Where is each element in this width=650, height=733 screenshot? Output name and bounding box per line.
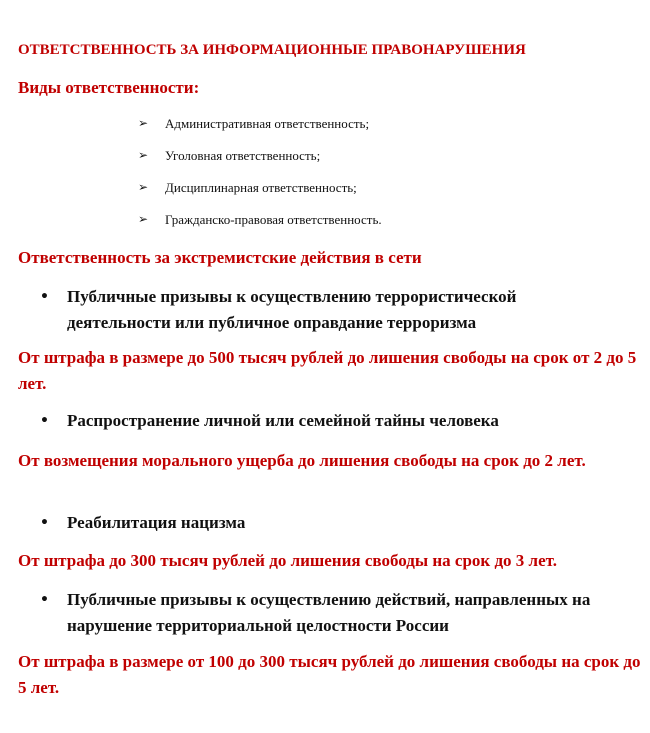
arrow-bullet-icon: ➢ <box>138 148 149 162</box>
list-item <box>138 116 382 148</box>
list-item-text: Гражданско-правовая ответственность. <box>165 212 382 227</box>
offense-item <box>40 408 640 434</box>
round-bullet-icon: • <box>40 592 49 608</box>
list-item-text: Уголовная ответственность; <box>165 148 321 163</box>
offense-text: Публичные призывы к осуществлению террористической деятельности или публичное оправдание терроризма <box>67 287 517 332</box>
offense-text: Публичные призывы к осуществлению действий, направленных на нарушение территориальной целостности России <box>67 590 591 635</box>
offense-text: Распространение личной или семейной тайны человека <box>67 411 499 430</box>
offense-text: Реабилитация нацизма <box>67 513 246 532</box>
list-item <box>138 180 382 212</box>
extremism-heading: Ответственность за экстремистские действия в сети <box>18 248 422 267</box>
list-item-text: Административная ответственность; <box>165 116 370 131</box>
responsibility-types-list <box>138 116 382 244</box>
round-bullet-icon: • <box>40 413 49 429</box>
arrow-bullet-icon: ➢ <box>138 180 149 194</box>
penalty-text: От штрафа до 300 тысяч рублей до лишения свободы на срок до 3 лет. <box>18 551 557 570</box>
offense-item <box>40 510 640 536</box>
penalty-text: От штрафа в размере до 500 тысяч рублей до лишения свободы на срок от 2 до 5 лет. <box>18 348 637 393</box>
penalty-text: От возмещения морального ущерба до лишения свободы на срок до 2 лет. <box>18 451 586 470</box>
list-item <box>138 148 382 180</box>
offense-item <box>40 284 640 336</box>
round-bullet-icon: • <box>40 289 49 305</box>
arrow-bullet-icon: ➢ <box>138 116 149 130</box>
responsibility-types-heading: Виды ответственности: <box>18 78 200 97</box>
document-title: ОТВЕТСТВЕННОСТЬ ЗА ИНФОРМАЦИОННЫЕ ПРАВОНАРУШЕНИЯ <box>18 42 526 58</box>
offense-item <box>40 587 640 639</box>
penalty-text: От штрафа в размере от 100 до 300 тысяч рублей до лишения свободы на срок до 5 лет. <box>18 652 641 697</box>
list-item-text: Дисциплинарная ответственность; <box>165 180 357 195</box>
round-bullet-icon: • <box>40 515 49 531</box>
list-item <box>138 212 382 244</box>
arrow-bullet-icon: ➢ <box>138 212 149 226</box>
